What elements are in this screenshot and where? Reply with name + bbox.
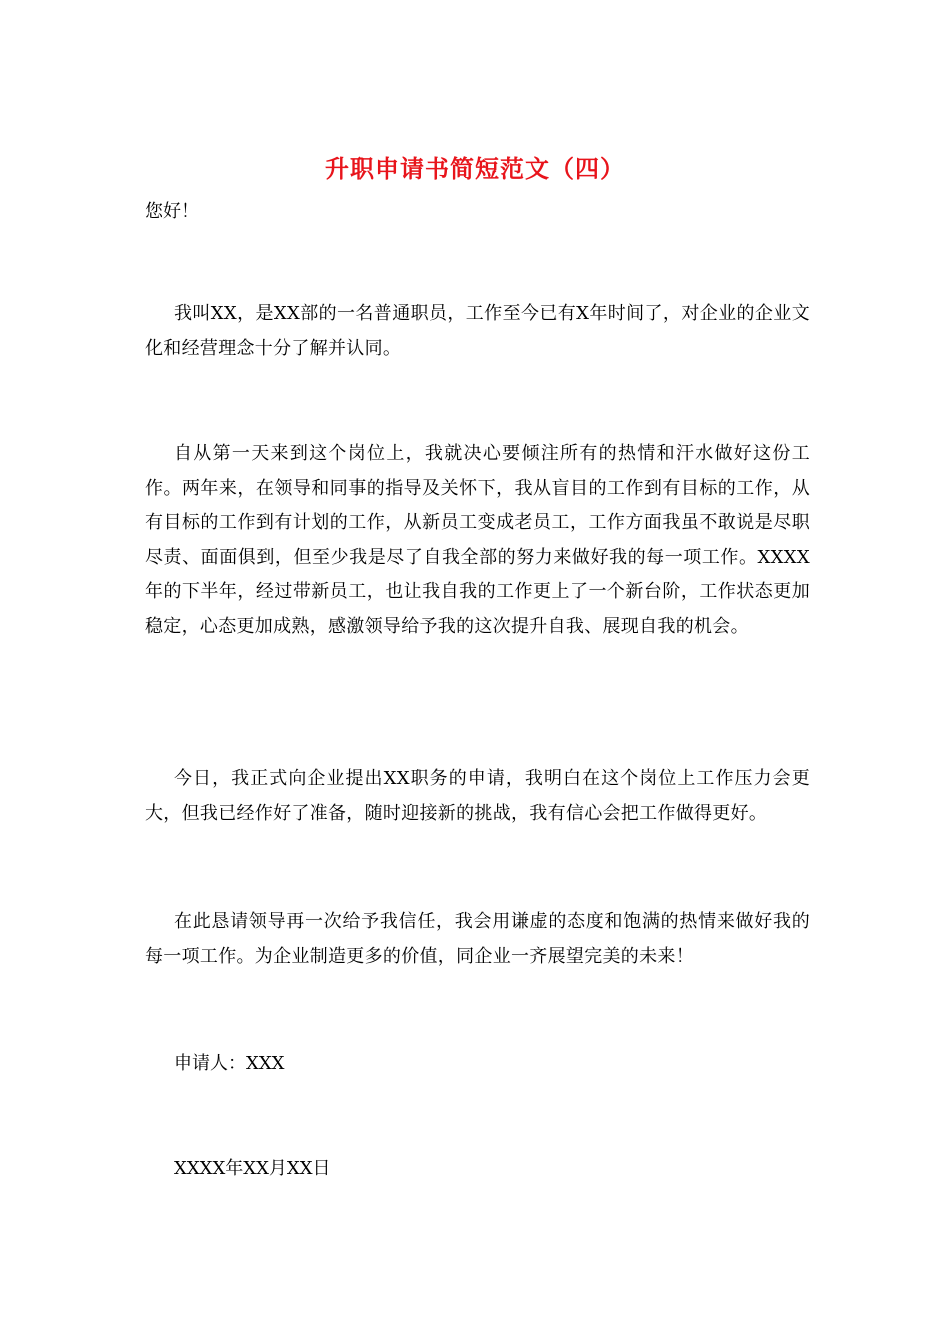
- paragraph-3: 今日，我正式向企业提出XX职务的申请，我明白在这个岗位上工作压力会更大，但我已经作好了准备，随时迎接新的挑战，我有信心会把工作做得更好。: [145, 768, 810, 824]
- greeting: 您好！: [145, 201, 199, 222]
- application-date: XXXX年XX月XX日: [174, 1158, 331, 1179]
- paragraph-4: 在此恳请领导再一次给予我信任，我会用谦虚的态度和饱满的热情来做好我的每一项工作。为企业制造更多的价值，同企业一齐展望完美的未来！: [145, 911, 810, 967]
- applicant-signature: 申请人：XXX: [174, 1053, 285, 1074]
- paragraph-1: 我叫XX，是XX部的一名普通职员，工作至今已有X年时间了，对企业的企业文化和经营理念十分了解并认同。: [145, 303, 810, 359]
- paragraph-2: 自从第一天来到这个岗位上，我就决心要倾注所有的热情和汗水做好这份工作。两年来，在领导和同事的指导及关怀下，我从盲目的工作到有目标的工作，从有目标的工作到有计划的工作，从新员工变成老员工，工作方面我虽不敢说是尽职尽责、面面俱到，但至少我是尽了自我全部的努力来做好我的每一项工作。XXXX年的下半年，经过带新员工，也让我自我的工作更上了一个新台阶，工作状态更加稳定，心态更加成熟，感激领导给予我的这次提升自我、展现自我的机会。: [145, 443, 810, 637]
- document-title: 升职申请书简短范文（四）: [325, 154, 625, 183]
